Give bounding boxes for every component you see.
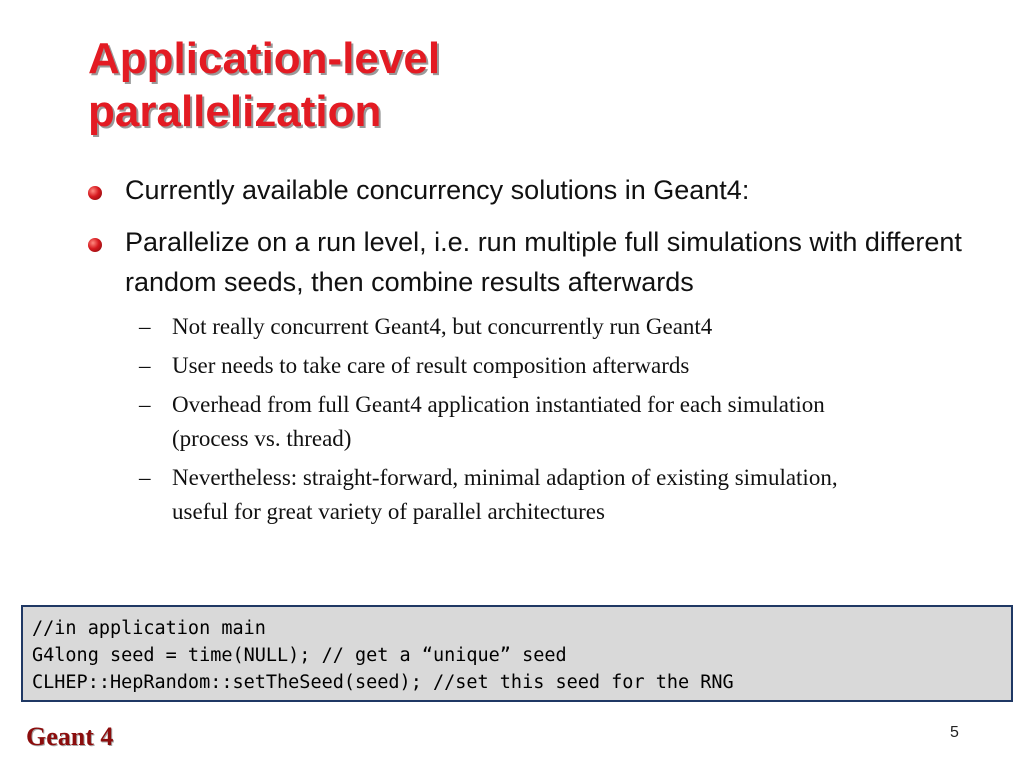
red-sphere-bullet-icon bbox=[88, 238, 102, 252]
slide-title-line-1: Application-level bbox=[88, 34, 441, 83]
dash-marker: – bbox=[139, 314, 151, 339]
red-sphere-bullet-icon bbox=[88, 186, 102, 200]
dash-marker: – bbox=[139, 392, 151, 417]
bullet-text: Currently available concurrency solutions in Geant4: bbox=[125, 175, 750, 205]
sub-bullet-text: Nevertheless: straight-forward, minimal adaption of existing simulation, useful for great variety of parallel architectures bbox=[172, 465, 838, 524]
sub-bullet-list bbox=[125, 310, 964, 529]
page-number: 5 bbox=[950, 724, 959, 741]
bullet-list bbox=[0, 170, 1024, 541]
sub-bullet-item bbox=[0, 388, 964, 456]
sub-bullet-text: Not really concurrent Geant4, but concurrently run Geant4 bbox=[172, 314, 713, 339]
code-line: //in application main bbox=[32, 618, 266, 639]
bullet-text: Parallelize on a run level, i.e. run multiple full simulations with different random seeds, then combine results afterwards bbox=[125, 227, 962, 297]
sub-bullet-item bbox=[0, 310, 964, 344]
slide-title-line-2: parallelization bbox=[88, 87, 382, 136]
code-snippet-box bbox=[21, 605, 1013, 702]
sub-bullet-text: User needs to take care of result composition afterwards bbox=[172, 353, 690, 378]
slide-title bbox=[88, 32, 440, 138]
sub-bullet-item bbox=[0, 461, 964, 529]
bullet-item-concurrency-solutions bbox=[0, 170, 1024, 210]
code-line: CLHEP::HepRandom::setTheSeed(seed); //set this seed for the RNG bbox=[32, 672, 734, 693]
geant4-logo-text: Geant 4 bbox=[26, 722, 114, 751]
bullet-item-run-level-parallelization bbox=[0, 222, 1024, 529]
sub-bullet-text: Overhead from full Geant4 application instantiated for each simulation (process vs. thread) bbox=[172, 392, 825, 451]
sub-bullet-item bbox=[0, 349, 964, 383]
dash-marker: – bbox=[139, 353, 151, 378]
code-line: G4long seed = time(NULL); // get a “unique” seed bbox=[32, 645, 567, 666]
dash-marker: – bbox=[139, 465, 151, 490]
